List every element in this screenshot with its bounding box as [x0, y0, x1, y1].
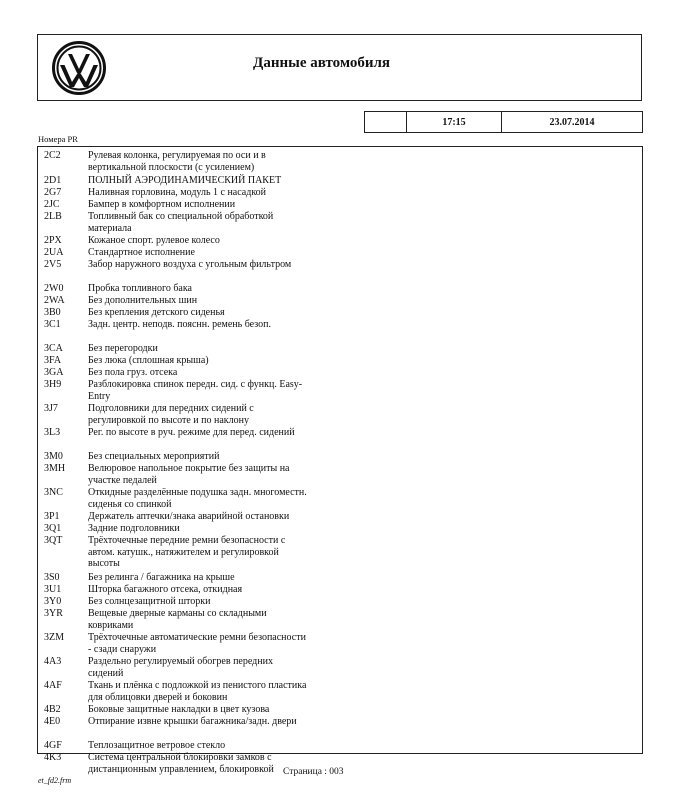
pr-code: 3GA: [44, 367, 64, 378]
pr-code: 3B0: [44, 307, 61, 318]
pr-code: 2LB: [44, 211, 62, 222]
pr-code: 4E0: [44, 716, 61, 727]
pr-code: 3M0: [44, 451, 63, 462]
pr-description: Ткань и плёнка с подложкой из пенистого пластика для облицовки дверей и боковин: [88, 680, 307, 703]
pr-description: Наливная горловина, модуль 1 с насадкой: [88, 187, 267, 198]
page-number: Страница : 003: [283, 767, 344, 777]
pr-code: 3YR: [44, 608, 63, 619]
pr-code: 3QT: [44, 535, 63, 546]
pr-description: Без перегородки: [88, 343, 158, 354]
pr-description: Подголовники для передних сидений с регулировкой по высоте и по наклону: [88, 403, 254, 426]
pr-description: Разблокировка спинок передн. сид. с функц. Easy-Entry: [88, 379, 303, 402]
pr-code: 3P1: [44, 511, 60, 522]
pr-description: Кожаное спорт. рулевое колесо: [88, 235, 220, 246]
pr-description: Забор наружного воздуха с угольным фильтром: [88, 259, 292, 270]
pr-code: 3J7: [44, 403, 58, 414]
pr-code: 3ZM: [44, 632, 64, 643]
pr-description: Топливный бак со специальной обработкой материала: [88, 211, 274, 234]
pr-code: 2WA: [44, 295, 65, 306]
pr-code: 3FA: [44, 355, 62, 366]
pr-description: Вещевые дверные карманы со складными ковриками: [88, 608, 267, 631]
pr-description: Стандартное исполнение: [88, 247, 195, 258]
pr-code: 3L3: [44, 427, 61, 438]
pr-description: Без специальных мероприятий: [88, 451, 220, 462]
page-title: Данные автомобиля: [253, 55, 391, 71]
pr-description: Боковые защитные накладки в цвет кузова: [88, 704, 270, 715]
pr-code: 4GF: [44, 740, 62, 751]
volkswagen-logo: [52, 41, 106, 95]
pr-description: Задние подголовники: [88, 523, 180, 534]
pr-description: Без дополнительных шин: [88, 295, 198, 306]
pr-code: 3S0: [44, 572, 60, 583]
pr-description: Трёхточечные автоматические ремни безопасности - сзади снаружи: [88, 632, 306, 655]
pr-description: Задн. центр. неподв. пояснн. ремень безоп.: [88, 319, 271, 330]
pr-code: 3C1: [44, 319, 61, 330]
header-box: [37, 34, 642, 101]
pr-code: 3NC: [44, 487, 63, 498]
pr-code: 4B2: [44, 704, 61, 715]
pr-description: Бампер в комфортном исполнении: [88, 199, 236, 210]
pr-description: Рег. по высоте в руч. режиме для перед. сидений: [88, 427, 295, 438]
pr-code: 2UA: [44, 247, 64, 258]
pr-code: 3CA: [44, 343, 63, 354]
pr-description: Без крепления детского сиденья: [88, 307, 225, 318]
pr-code: 2G7: [44, 187, 62, 198]
pr-description: Отпирание извне крышки багажника/задн. двери: [88, 716, 297, 727]
pr-code: 2D1: [44, 175, 62, 186]
pr-description: Без пола груз. отсека: [88, 367, 178, 378]
meta-box: [364, 111, 643, 133]
pr-code: 4K3: [44, 752, 62, 763]
pr-code: 3MH: [44, 463, 66, 474]
pr-description: Трёхточечные передние ремни безопасности с автом. катушк., натяжителем и регулировкой высоты: [88, 535, 286, 569]
pr-code: 3Q1: [44, 523, 62, 534]
pr-description: Без люка (сплошная крыша): [88, 355, 209, 366]
pr-description: Теплозащитное ветровое стекло: [88, 740, 226, 751]
pr-code: 2C2: [44, 150, 61, 161]
pr-description: Велюровое напольное покрытие без защиты на участке педалей: [88, 463, 290, 486]
pr-description: Система центральной блокировки замков с дистанционным управлением, блокировкой: [88, 752, 274, 775]
pr-description: ПОЛНЫЙ АЭРОДИНАМИЧЕСКИЙ ПАКЕТ: [88, 175, 282, 186]
pr-code: 2PX: [44, 235, 62, 246]
pr-description: Держатель аптечки/знака аварийной остановки: [88, 511, 290, 522]
pr-description: Рулевая колонка, регулируемая по оси и в вертикальной плоскости (с усилением): [88, 150, 266, 173]
meta-empty-cell: [365, 112, 407, 132]
pr-description: Без солнцезащитной шторки: [88, 596, 211, 607]
pr-code: 4AF: [44, 680, 62, 691]
pr-description: Без релинга / багажника на крыше: [88, 572, 235, 583]
pr-code: 2V5: [44, 259, 62, 270]
pr-code: 3H9: [44, 379, 62, 390]
pr-code: 3U1: [44, 584, 62, 595]
pr-description: Раздельно регулируемый обогрев передних сидений: [88, 656, 273, 679]
pr-description: Пробка топливного бака: [88, 283, 192, 294]
pr-description: Шторка багажного отсека, откидная: [88, 584, 243, 595]
pr-code: 4A3: [44, 656, 62, 667]
pr-code: 2W0: [44, 283, 64, 294]
pr-description: Откидные разделённые подушка задн. многоместн. сиденья со спинкой: [88, 487, 307, 510]
section-label: Номера PR: [38, 134, 78, 144]
file-name: et_fd2.frm: [38, 776, 72, 785]
meta-time: 17:15: [407, 112, 502, 132]
pr-code: 2JC: [44, 199, 60, 210]
pr-code: 3Y0: [44, 596, 62, 607]
meta-date: 23.07.2014: [549, 116, 595, 128]
